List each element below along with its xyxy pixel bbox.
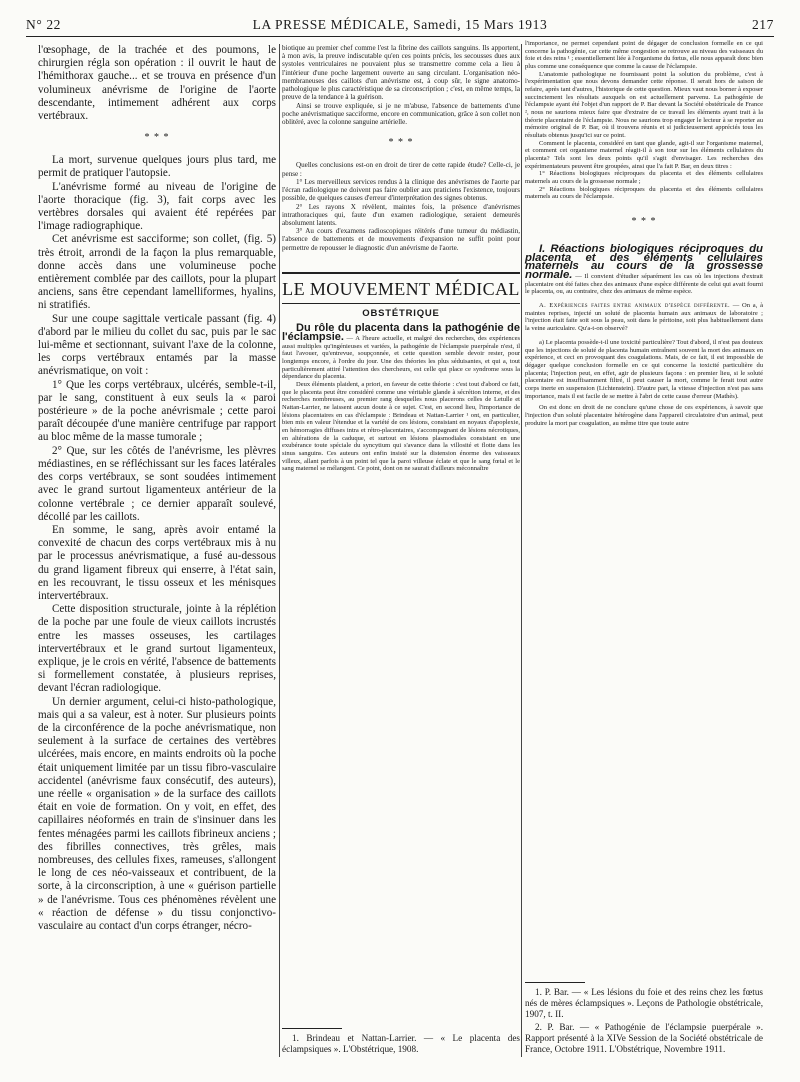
paragraph: — On a, à maintes reprises, injecté un soluté de placenta humain aux animaux de laboratoire ; l'injection était faite soit sous la peau, soit dans le péritoine, soit plus habituellement dans la veine auriculaire. Qu'a-t-on observé? — [525, 302, 763, 333]
footnote: 1. Brindeau et Nattan-Larrier. — « Le placenta des éclampsiques ». L'Obstétrique, 1908. — [282, 1033, 520, 1054]
paragraph: l'importance, ne permet cependant point de dégager de conclusion formelle en ce qui concerne la pathogénie, car cette même congestion se retrouve au niveau des vaisseaux du foie et des reins ¹ ; essentiellement liée à l'organisme du fœtus, elle nous apparaît donc bien plus comme une conséquence que comme la cause de l'éclampsie. — [525, 40, 763, 71]
paragraph: 3° Au cours d'examens radioscopiques réitérés d'une tumeur du médiastin, l'absence de battements et de mouvements d'expansion ne suffit point pour permettre de repousser le diagnostic d'un anévrisme de l'aorte. — [282, 227, 520, 252]
paragraph: Ainsi se trouve expliquée, si je ne m'abuse, l'absence de battements d'une poche anévrismatique sacciforme, encore en communication, grâce à son collet non oblitéré, avec la colonne sanguine artérielle. — [282, 101, 520, 127]
subheading: I. Réactions biologiques réciproques du placenta et des éléments cellulaires maternels au cours de la grossesse normale. — [525, 243, 763, 282]
footnote: 2. P. Bar. — « Pathogénie de l'éclampsie puerpérale ». Rapport présenté à la XIVe Session de la Société obstétricale de France, Octobre 1911. L'Obstétrique, Novembre 1911. — [525, 1022, 763, 1054]
paragraph: Deux éléments plaident, a priori, en faveur de cette théorie : c'est tout d'abord ce fait, que le placenta peut être considéré comme une véritable glande à sécrétion interne, et des recherches nombreuses, au premier rang desquelles nous placerons celles de Letulle et Nattan-Larrier, ne laissent aucun doute à ce sujet. C'est, en second lieu, l'importance de lésions placentaires en cas d'éclampsie : Brindeau et Nattan-Larrier ¹ ont, en particulier, bien mis en valeur l'étendue et la variété de ces lésions, consistant en noyaux d'apoplexie, en hémorragies diffuses intra et rétro-placentaires, s'accompagnant de lésions nécrotiques, en altérations de la caduque, et surtout en lésions plasmodiales consistant en une exubérance toute spéciale du syncytium qui s'avance dans la villosité et flotte dans les sinus sanguins. Ces auteurs ont enfin insisté sur la distension énorme des vaisseaux villeux, allant parfois à un point tel que la paroi villeuse éclate et que le sang fœtal et le sang maternel se mélangent. Ce point, dont on ne saurait d'ailleurs méconnaître — [282, 380, 520, 473]
paragraph: Un dernier argument, celui-ci histo-pathologique, mais qui a sa valeur, est à noter. Sur plusieurs points de la circonférence de la poche anévrismatique, non seulement à la surface de certaines des vertèbres ulcérées, mais encore, en maints endroits où la poche était uniquement limitée par un tissu fibro-vasculaire accidentel (anévrisme faux consécutif, des auteurs), une réelle « organisation » de la surface des caillots était en voie de formation. On y voit, en effet, des capillaires néoformés en train de s'insinuer dans les fentes ménagées parmi les caillots fibrineux anciens ; des fibrilles connectives, très grêles, mais nombreuses, des cellules fixes, rameuses, s'allongent le long de ces néo-vaisseaux et contribuent, de la sorte, à la circonscription, à une « guérison partielle » de l'anévrisme. Tous ces phénomènes révèlent une « réaction de défense » du tissu conjonctivo-vasculaire au contact d'un corps étranger, nécro- — [38, 695, 276, 932]
paragraph: Sur une coupe sagittale verticale passant (fig. 4) d'abord par le milieu du collet du sac, puis par le sac lui-même et sectionnant, suivant l'axe de la colonne, les corps vertébraux entamés par la masse anévrismatique, on voit : — [38, 312, 276, 378]
paragraph: Quelles conclusions est-on en droit de tirer de cette rapide étude? Celle-ci, je pense : — [282, 161, 520, 178]
paragraph: Cette disposition structurale, jointe à la réplétion de la poche par une foule de vieux caillots incrustés entre les masses osseuses, les cartilages intervertébraux et le grand surtout ligamenteux, explique, je le crois en vérité, l'absence de battements si formellement constatée, à plusieurs reprises, devant l'écran radiologique. — [38, 603, 276, 695]
column-divider — [521, 44, 522, 1057]
paragraph: l'œsophage, de la trachée et des poumons, le chirurgien régla son opération : il ouvrit le haut de l'hémithorax gauche... et se trouva en présence d'un volumineux anévrisme de l'origine de l'aorte descendante, intimement adhérent aux corps vertébraux. — [38, 44, 276, 123]
section-title: LE MOUVEMENT MÉDICAL — [282, 278, 520, 299]
header-rule — [26, 36, 774, 37]
paragraph: 1° Réactions biologiques réciproques du placenta et des éléments cellulaires maternels au cours de la grossesse normale ; — [525, 170, 763, 186]
paragraph: 2° Réactions biologiques réciproques du placenta et des éléments cellulaires maternels au cours de l'éclampsie. — [525, 185, 763, 201]
paragraph: 1° Que les corps vertébraux, ulcérés, semble-t-il, par le sang, constituent à eux seuls la « paroi postérieure » de la poche anévrismale ; cette paroi paraît découpée d'une manière centrifuge par rapport au bloc même de la masse tumorale ; — [38, 378, 276, 444]
paragraph: 2° Que, sur les côtés de l'anévrisme, les plèvres médiastines, en se réfléchissant sur les faces latérales des corps vertébraux, se sont soudées intimement avec le grand surtout ligamenteux antérieur de la colonne vertébrale ; ce dernier apparaît soulevé, décollé par les caillots. — [38, 444, 276, 523]
paragraph: L'anévrisme formé au niveau de l'origine de l'aorte thoracique (fig. 3), fait corps avec les vertèbres dorsales qui avaient été repérées par l'image radiographique. — [38, 180, 276, 233]
section-banner — [282, 272, 520, 304]
column-1 — [38, 44, 276, 933]
page-header — [26, 17, 774, 37]
subsection-title: OBSTÉTRIQUE — [362, 307, 440, 319]
journal-title: LA PRESSE MÉDICALE, Samedi, 15 Mars 1913 — [252, 17, 548, 32]
footnote-rule — [282, 1028, 342, 1029]
paragraph: La mort, survenue quelques jours plus tard, me permit de pratiquer l'autopsie. — [38, 154, 276, 180]
paragraph: En somme, le sang, après avoir entamé la convexité de chacun des corps vertébraux mis à nu par le processus anévrismatique, a fusé au-dessous du grand ligament fibreux qui enserre, à l'état sain, en les recouvrant, le tissu osseux et les ménisques intervertébraux. — [38, 523, 276, 602]
footnotes — [525, 974, 763, 1057]
column-3 — [525, 40, 763, 1057]
issue-number: N° 22 — [26, 17, 62, 32]
paragraph: 1° Les merveilleux services rendus à la clinique des anévrismes de l'aorte par l'écran radiologique ne doivent pas faire oublier aux praticiens l'existence, toujours possible, de quelques causes d'erreur d'interprétation des signes obtenus. — [282, 177, 520, 203]
paragraph: 2° Les rayons X révèlent, maintes fois, la présence d'anévrismes intrathoraciques qui, faute d'un examen radiologique, seraient demeurés absolument latents. — [282, 202, 520, 227]
paragraph: On est donc en droit de ne conclure qu'une chose de ces expériences, à savoir que l'injection d'un soluté placentaire hétérogène dans l'appareil circulatoire d'un animal, peut produire la mort par coagulation, au même titre que toute autre — [525, 404, 763, 427]
column-2 — [282, 44, 520, 1057]
paragraph: Comment le placenta, considéré en tant que glande, agit-il sur l'organisme maternel, et comment cet organisme maternel réagit-il à son tour sur les éléments cellulaires du placenta? Tels sont les deux points qu'il s'agit d'envisager. Les recherches des expérimentateurs peuvent être groupées, ainsi que l'a fait P. Bar, en deux titres : — [525, 139, 763, 170]
article-title: Du rôle du placenta dans la pathogénie de l'éclampsie. — [282, 322, 520, 343]
section-stars: * * * — [388, 137, 414, 149]
paragraph: — Il convient d'étudier séparément les cas où les injections d'extrait placentaire ont été faites chez des animaux d'une espèce différente de celui qui avait fourni le placenta, ou, au contraire, chez des animaux de même espèce. — [525, 273, 763, 296]
paragraph: biotique au premier chef comme l'est la fibrine des caillots sanguins. Ils apportent, à mon avis, la preuve indiscutable qu'en ces points précis, les secousses dues aux systoles ventriculaires ne pouvaient plus se transmettre comme cela a lieu à l'intérieur d'une poche largement ouverte au sang circulant. L'organisation néo-membraneuses des caillots d'un anévrisme est, à coup sûr, le signe anatomo-pathologique le plus caractéristique de sa circonscription ; c'est, en même temps, la preuve de la tendance à la guérison. — [282, 44, 520, 102]
column-divider — [279, 44, 280, 1057]
paragraph: — A l'heure actuelle, et malgré des recherches, des expériences aussi multiples qu'ingénieuses et variées, la pathogénie de l'éclampsie puerpérale n'est, il faut l'avouer, qu'entrevue, soupçonnée, et cette question semble devoir rester, pour longtemps encore, à l'ordre du jour. Une des théories les plus séduisantes, et qui a, tout particulièrement attiré l'attention des chercheurs, est celle qui place ce syndrome sous la dépendance du placenta. — [282, 334, 520, 381]
page-number: 217 — [751, 17, 774, 32]
footnote-rule — [525, 982, 585, 983]
paragraph: a) Le placenta possède-t-il une toxicité particulière? Tout d'abord, il n'est pas douteux que les injections de soluté de placenta humain entraînent souvent la mort des animaux en expérience, et ceci en provoquant des coagulations. Mais, de ce fait, il est impossible de dégager quelque conclusion formelle en ce qui concerne la toxicité particulière du placenta; l'injection peut, en effet, agir de plusieurs façons : en premier lieu, si le soluté placentaire est insuffisamment filtré, il peut causer la mort, comme le ferait tout autre corps inerte en suspension (Lichtenstein). D'autre part, la vitesse d'injection n'est pas sans importance, mais il est facile de se mettre à l'abri de cette cause d'erreur (Mathès). — [525, 338, 763, 400]
subheading: A. Expériences faites entre animaux d'espèce différente. — [539, 302, 730, 310]
footnote: 1. P. Bar. — « Les lésions du foie et des reins chez les fœtus nés de mères éclampsiques ». Leçons de Pathologie obstétricale, 1907, t. II. — [525, 987, 763, 1019]
section-stars: * * * — [144, 132, 170, 144]
footnotes — [282, 1020, 520, 1057]
paragraph: Cet anévrisme est sacciforme; son collet, (fig. 5) très étroit, arrondi de la façon la plus remarquable, donne accès dans une volumineuse poche entièrement comblée par des caillots, pour la plupart anciens, sans être cependant lamelliformes, hyalins, ni stratifiés. — [38, 233, 276, 312]
section-stars: * * * — [631, 216, 657, 228]
paragraph: L'anatomie pathologique ne fournissant point la solution du problème, c'est à l'expérimentation que nous devons demander cette réponse. Il serait hors de saison de refaire, après tant d'autres, l'historique de cette question. Mieux vaut nous borner à exposer succinctement les résultats auxquels on est actuellement parvenu. La pathogénie de l'éclampsie ayant été l'objet d'un rapport de P. Bar devant la Société obstétricale de France ², nous ne saurions mieux faire que d'extraire de ce travail les éléments ayant trait à la théorie placentaire de l'éclampsie. Nous ne saurions trop engager le lecteur à se reporter au mémoire original de P. Bar, où il trouvera réunis et si judicieusement appréciés tous les résultats obtenus jusqu'ici sur ce point. — [525, 70, 763, 140]
